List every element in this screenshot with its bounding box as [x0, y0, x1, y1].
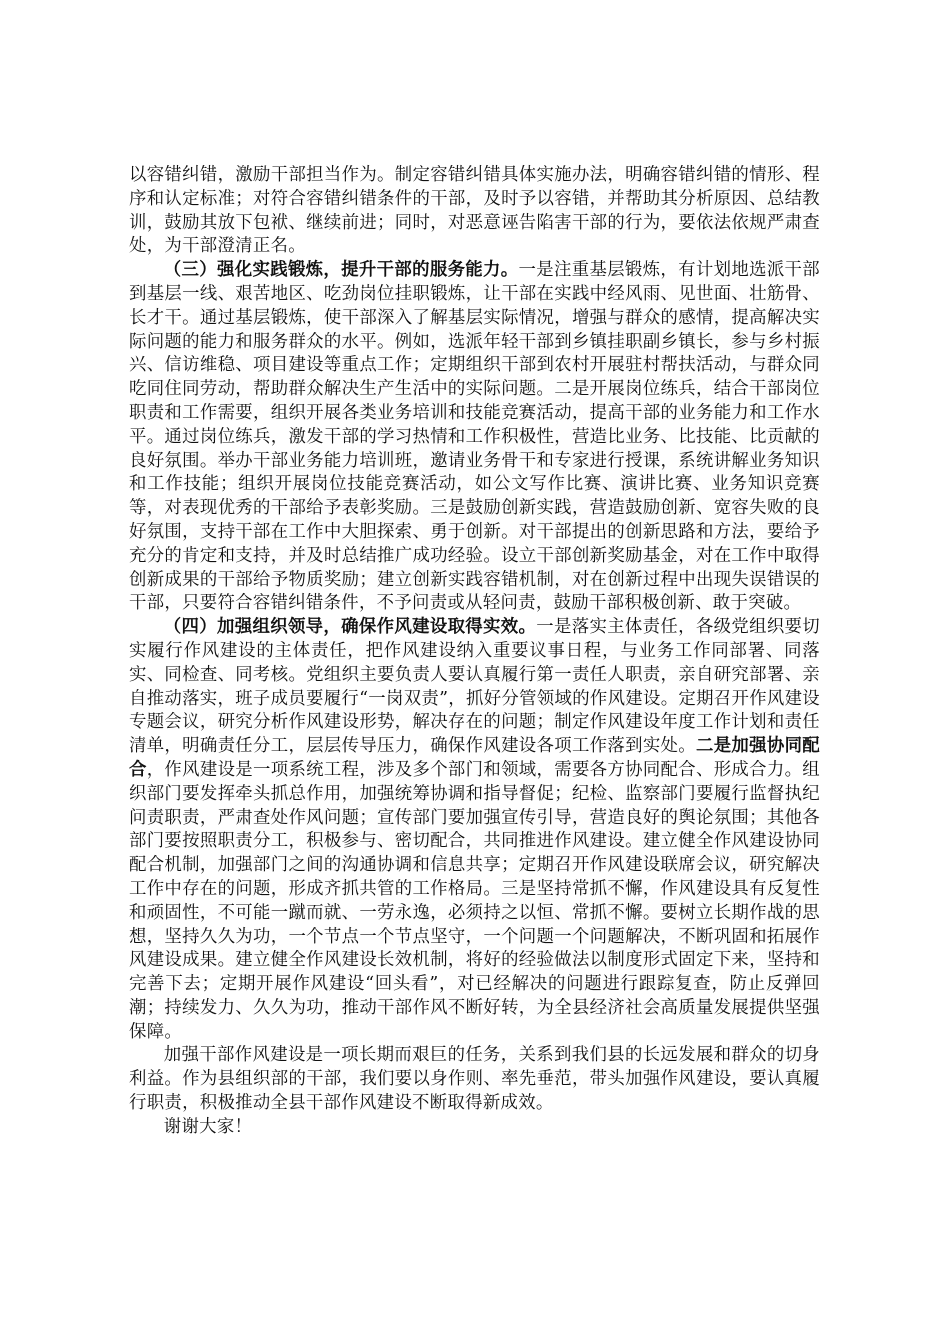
- document-page: [129, 164, 820, 1140]
- paragraph-section-four: [129, 616, 820, 1044]
- paragraph-text: ，作风建设是一项系统工程，涉及多个部门和领域，需要各方协同配合、形成合力。组织部门要发挥牵头抓总作用，加强统筹协调和指导督促；纪检、监察部门要履行监督执纪问责职责，严肃查处作风问题；宣传部门要加强宣传引导，营造良好的舆论氛围；其他各部门要按照职责分工，积极参与、密切配合，共同推进作风建设。建立健全作风建设协同配合机制，加强部门之间的沟通协调和信息共享；定期召开作风建设联席会议，研究解决工作中存在的问题，形成齐抓共管的工作格局。三是坚持常抓不懈，作风建设具有反复性和顽固性，不可能一蹴而就、一劳永逸，必须持之以恒、常抓不懈。要树立长期作战的思想，坚持久久为功，一个节点一个节点坚守，一个问题一个问题解决，不断巩固和拓展作风建设成果。建立健全作风建设长效机制，将好的经验做法以制度形式固定下来，坚持和完善下去；定期开展作风建设“回头看”，对已经解决的问题进行跟踪复查，防止反弹回潮；持续发力、久久为功，推动干部作风不断好转，为全县经济社会高质量发展提供坚强保障。: [129, 759, 820, 1042]
- thanks-text: 谢谢大家！: [163, 1116, 253, 1137]
- section-four-heading: （四）加强组织领导，确保作风建设取得实效。: [163, 617, 537, 638]
- paragraph-text: 一是注重基层锻炼，有计划地选派干部到基层一线、艰苦地区、吃劲岗位挂职锻炼，让干部在实践中经风雨、见世面、壮筋骨、长才干。通过基层锻炼，使干部深入了解基层实际情况，增强与群众的感情，提高解决实际问题的能力和服务群众的水平。例如，选派年轻干部到乡镇挂职副乡镇长，参与乡村振兴、信访维稳、项目建设等重点工作；定期组织干部到农村开展驻村帮扶活动，与群众同吃同住同劳动，帮助群众解决生产生活中的实际问题。二是开展岗位练兵，结合干部岗位职责和工作需要，组织开展各类业务培训和技能竞赛活动，提高干部的业务能力和工作水平。通过岗位练兵，激发干部的学习热情和工作积极性，营造比业务、比技能、比贡献的良好氛围。举办干部业务能力培训班，邀请业务骨干和专家进行授课，系统讲解业务知识和工作技能；组织开展岗位技能竞赛活动，如公文写作比赛、演讲比赛、业务知识竞赛等，对表现优秀的干部给予表彰奖励。三是鼓励创新实践，营造鼓励创新、宽容失败的良好氛围，支持干部在工作中大胆探索、勇于创新。对干部提出的创新思路和方法，要给予充分的肯定和支持，并及时总结推广成功经验。设立干部创新奖励基金，对在工作中取得创新成果的干部给予物质奖励；建立创新实践容错机制，对在创新过程中出现失误错误的干部，只要符合容错纠错条件，不予问责或从轻问责，鼓励干部积极创新、敢于突破。: [129, 260, 820, 614]
- subpoint-two-heading: 二是加强协同配合: [129, 736, 820, 780]
- paragraph-text: 加强干部作风建设是一项长期而艰巨的任务，关系到我们县的长远发展和群众的切身利益。作为县组织部的干部，我们要以身作则、率先垂范，带头加强作风建设，要认真履行职责，积极推动全县干部作风建设不断取得新成效。: [129, 1045, 820, 1114]
- paragraph-conclusion: [129, 1044, 820, 1115]
- section-three-heading: （三）强化实践锻炼，提升干部的服务能力。: [163, 260, 519, 281]
- paragraph-text: 以容错纠错，激励干部担当作为。制定容错纠错具体实施办法，明确容错纠错的情形、程序和认定标准；对符合容错纠错条件的干部，及时予以容错，并帮助其分析原因、总结教训，鼓励其放下包袱、继续前进；同时，对恶意诬告陷害干部的行为，要依法依规严肃查处，为干部澄清正名。: [129, 165, 820, 257]
- paragraph-section-three: [129, 259, 820, 616]
- paragraph-thanks: [129, 1116, 820, 1140]
- paragraph-fault-tolerance: [129, 164, 820, 259]
- paragraph-text: 一是落实主体责任，各级党组织要切实履行作风建设的主体责任，把作风建设纳入重要议事日程，与业务工作同部署、同落实、同检查、同考核。党组织主要负责人要认真履行第一责任人职责，亲自研究部署、亲自推动落实，班子成员要履行“一岗双责”，抓好分管领域的作风建设。定期召开作风建设专题会议，研究分析作风建设形势，解决存在的问题；制定作风建设年度工作计划和责任清单，明确责任分工，层层传导压力，确保作风建设各项工作落到实处。: [129, 617, 820, 757]
